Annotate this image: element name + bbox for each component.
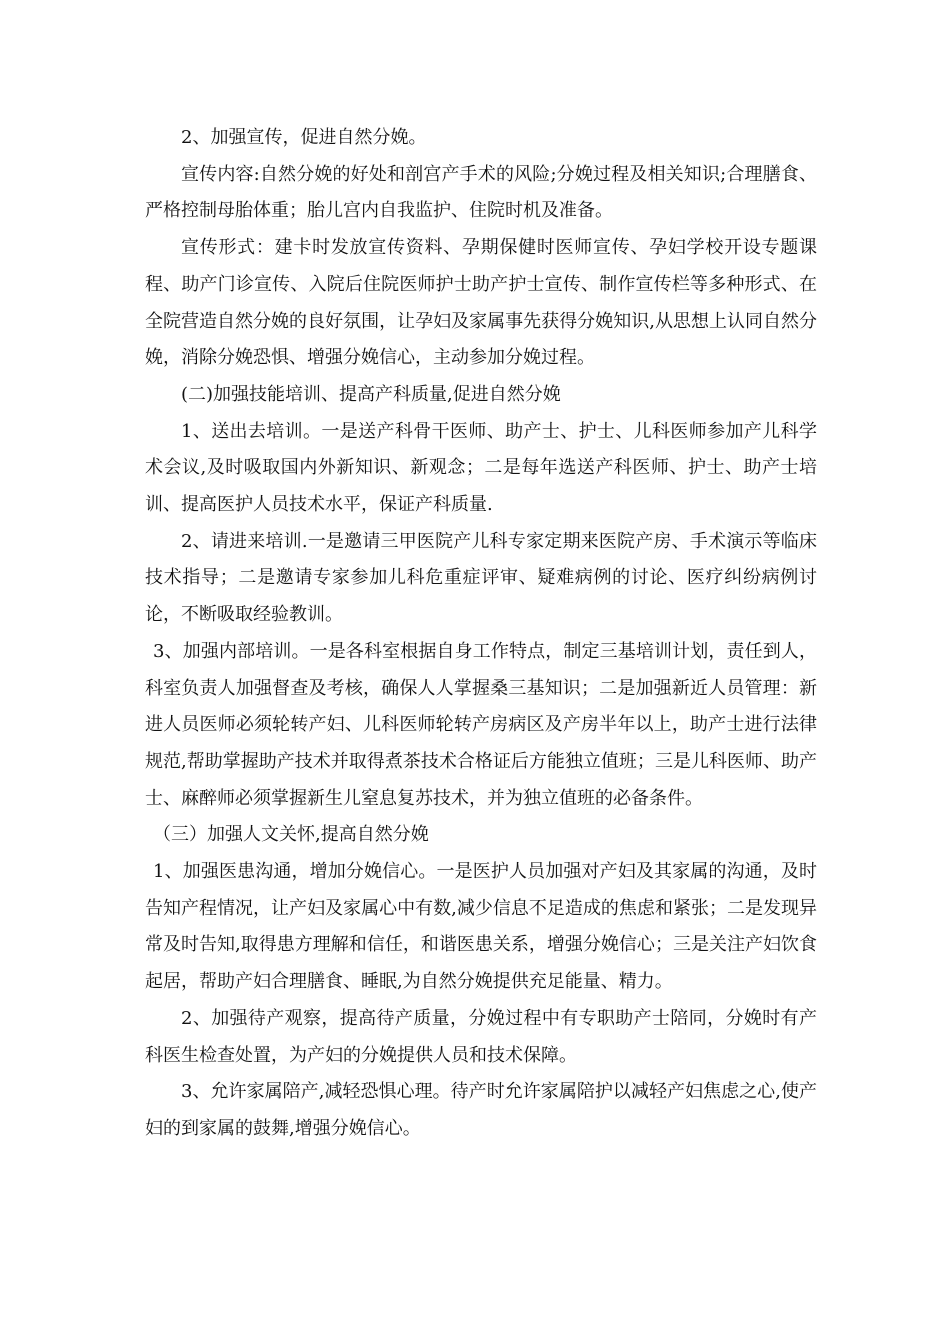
paragraph-doctor-patient-communication: 1、加强医患沟通，增加分娩信心。一是医护人员加强对产妇及其家属的沟通，及时告知产程情况，让产妇及家属心中有数,减少信息不足造成的焦虑和紧张；二是发现异常及时告知,取得患方理解和信任，和谐医患关系，增强分娩信心；三是关注产妇饮食起居，帮助产妇合理膳食、睡眠,为自然分娩提供充足能量、精力。 [145,861,817,993]
paragraph-labor-observation: 2、加强待产观察，提高待产质量，分娩过程中有专职助产士陪同，分娩时有产科医生检查处置，为产妇的分娩提供人员和技术保障。 [145,1007,817,1066]
document-body [145,120,817,1148]
paragraph-family-accompaniment: 3、允许家属陪产,减轻恐惧心理。待产时允许家属陪护以减轻产妇焦虑之心,使产妇的到家属的鼓舞,增强分娩信心。 [145,1081,817,1139]
paragraph-invited-training: 2、请进来培训.一是邀请三甲医院产儿科专家定期来医院产房、手术演示等临床技术指导；二是邀请专家参加儿科危重症评审、疑难病例的讨论、医疗纠纷病例讨论，不断吸取经验教训。 [145,530,817,626]
paragraph-heading-publicity: 2、加强宣传，促进自然分娩。 [181,127,427,148]
paragraph-publicity-content: 宣传内容:自然分娩的好处和剖宫产手术的风险;分娩过程及相关知识;合理膳食、严格控制母胎体重；胎儿宫内自我监护、住院时机及准备。 [145,163,817,222]
section-heading-humanistic-care: （三）加强人文关怀,提高自然分娩 [153,824,429,846]
paragraph-external-training: 1、送出去培训。一是送产科骨干医师、助产士、护士、儿科医师参加产儿科学术会议,及时吸取国内外新知识、新观念；二是每年选送产科医师、护士、助产士培训、提高医护人员技术水平，保证产科质量. [145,420,817,516]
section-heading-skill-training: (二)加强技能培训、提高产科质量,促进自然分娩 [181,383,561,405]
paragraph-publicity-form: 宣传形式：建卡时发放宣传资料、孕期保健时医师宣传、孕妇学校开设专题课程、助产门诊宣传、入院后住院医师护士助产护士宣传、制作宣传栏等多种形式、在全院营造自然分娩的良好氛围，让孕妇及家属事先获得分娩知识,从思想上认同自然分娩，消除分娩恐惧、增强分娩信心，主动参加分娩过程。 [145,237,817,369]
paragraph-internal-training: 3、加强内部培训。一是各科室根据自身工作特点，制定三基培训计划，责任到人，科室负责人加强督查及考核，确保人人掌握桑三基知识；二是加强新近人员管理：新进人员医师必须轮转产妇、儿科医师轮转产房病区及产房半年以上，助产士进行法律规范,帮助掌握助产技术并取得煮茶技术合格证后方能独立值班；三是儿科医师、助产士、麻醉师必须掌握新生儿窒息复苏技术，并为独立值班的必备条件。 [145,640,817,809]
